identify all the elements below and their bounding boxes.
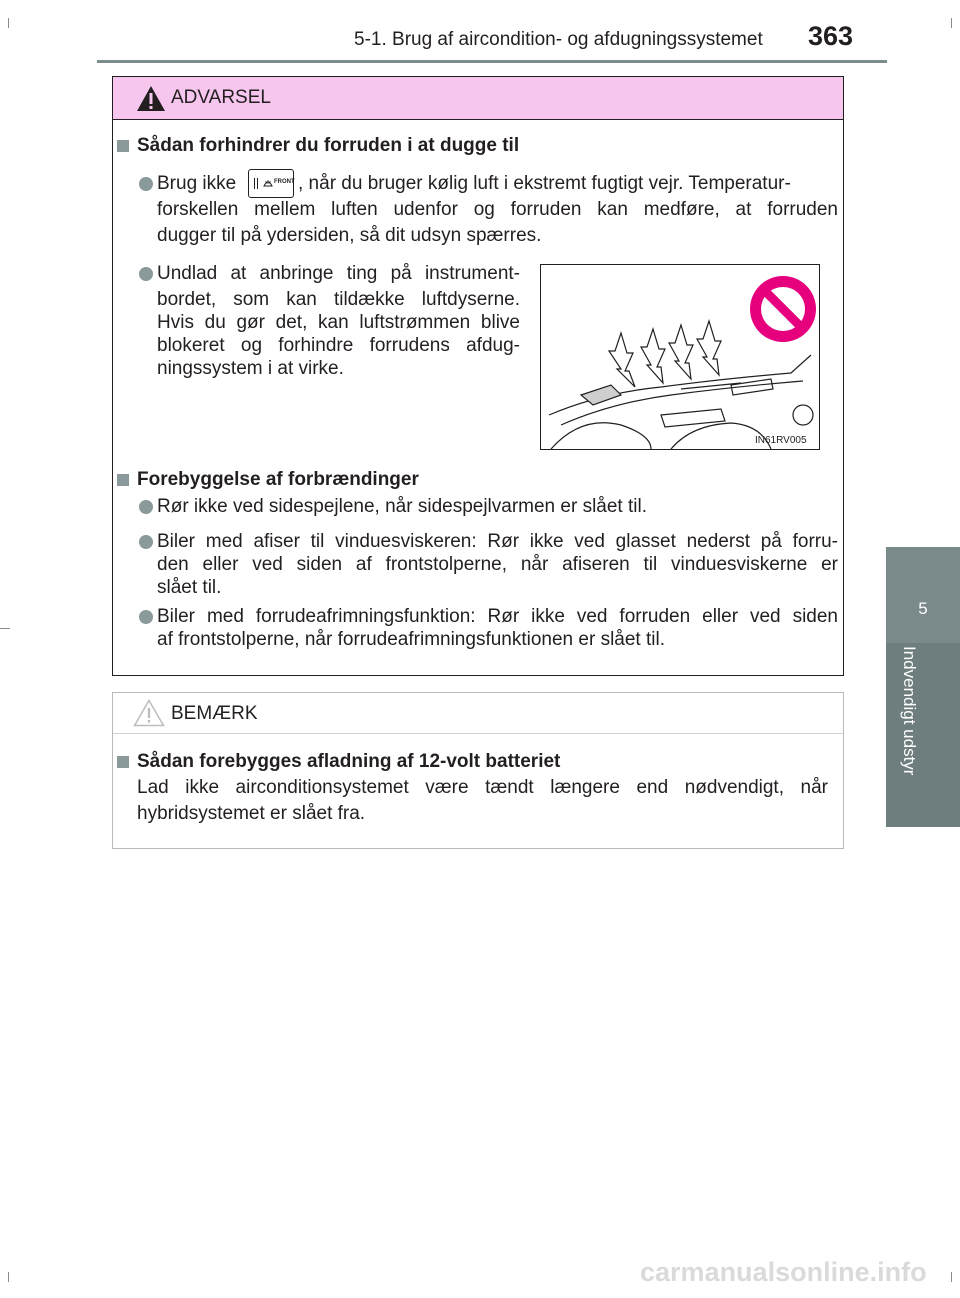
page-number: 363 xyxy=(808,21,854,51)
note-section-heading: Sådan forebygges afladning af 12-volt batteriet xyxy=(137,751,561,772)
caution-triangle-icon xyxy=(133,699,165,727)
section-title: 5-1. Brug af aircondition- og afdugningssystemet xyxy=(354,29,763,50)
note-text: hybridsystemet er slået fra. xyxy=(137,803,366,824)
bullet-text: af frontstolperne, når forrudeafrimningsfunktionen er slået til. xyxy=(157,629,665,650)
crop-mark xyxy=(8,1272,9,1282)
chapter-number: 5 xyxy=(886,547,960,643)
bullet-icon xyxy=(139,535,153,549)
bullet-icon xyxy=(139,610,153,624)
crop-mark xyxy=(951,1272,952,1282)
note-text: Lad ikke airconditionsystemet være tændt længere end nødvendigt, når xyxy=(137,777,828,798)
bullet-text: slået til. xyxy=(157,577,222,598)
bullet-text: , når du bruger kølig luft i ekstremt fugtigt vejr. Temperatur- xyxy=(298,173,791,194)
bullet-text: Undlad at anbringe ting på instrument- xyxy=(157,263,520,284)
section-heading: Sådan forhindrer du forruden i at dugge til xyxy=(137,135,520,156)
section-heading: Forebyggelse af forbrændinger xyxy=(137,469,419,490)
bullet-text: ningssystem i at virke. xyxy=(157,358,344,379)
crop-mark xyxy=(951,18,952,28)
warning-header xyxy=(113,77,843,120)
bullet-text: blokeret og forhindre forrudens afdug- xyxy=(157,335,520,356)
dashboard-illustration xyxy=(540,264,820,450)
note-heading: BEMÆRK xyxy=(171,703,258,724)
note-header xyxy=(113,693,843,734)
bullet-text: Rør ikke ved sidespejlene, når sidespejlvarmen er slået til. xyxy=(157,496,647,517)
bullet-text: Hvis du gør det, kan luftstrømmen blive xyxy=(157,312,520,333)
illustration-code: IN61RV005 xyxy=(755,435,807,446)
bullet-text: forskellen mellem luften udenfor og forruden kan medføre, at forruden xyxy=(157,199,838,220)
bullet-text: Biler med forrudeafrimningsfunktion: Rør ikke ved forruden eller ved siden xyxy=(157,606,838,627)
bullet-text: den eller ved siden af frontstolperne, når afiseren til vinduesviskerne er xyxy=(157,554,838,575)
bullet-icon xyxy=(139,177,153,191)
dashboard-drawing xyxy=(541,265,819,449)
chapter-label: Indvendigt udstyr xyxy=(900,646,919,776)
bullet-text: Biler med afiser til vinduesviskeren: Rør ikke ved glasset nederst på forru- xyxy=(157,531,838,552)
bullet-text-start: Brug ikke xyxy=(157,173,237,194)
bullet-icon xyxy=(139,500,153,514)
section-marker-icon xyxy=(117,474,129,486)
front-defogger-button-icon xyxy=(248,169,294,198)
warning-triangle-icon xyxy=(136,85,166,112)
warning-heading: ADVARSEL xyxy=(171,87,271,108)
header-rule xyxy=(97,60,887,63)
crop-mark xyxy=(0,628,10,629)
bullet-text: dugger til på ydersiden, så dit udsyn spærres. xyxy=(157,225,542,246)
button-icon-label: FRONT xyxy=(274,179,295,185)
crop-mark xyxy=(8,18,9,28)
bullet-text: bordet, som kan tildække luftdyserne. xyxy=(157,289,520,310)
bullet-icon xyxy=(139,267,153,281)
section-marker-icon xyxy=(117,140,129,152)
watermark: carmanualsonline.info xyxy=(640,1257,927,1287)
section-marker-icon xyxy=(117,756,129,768)
